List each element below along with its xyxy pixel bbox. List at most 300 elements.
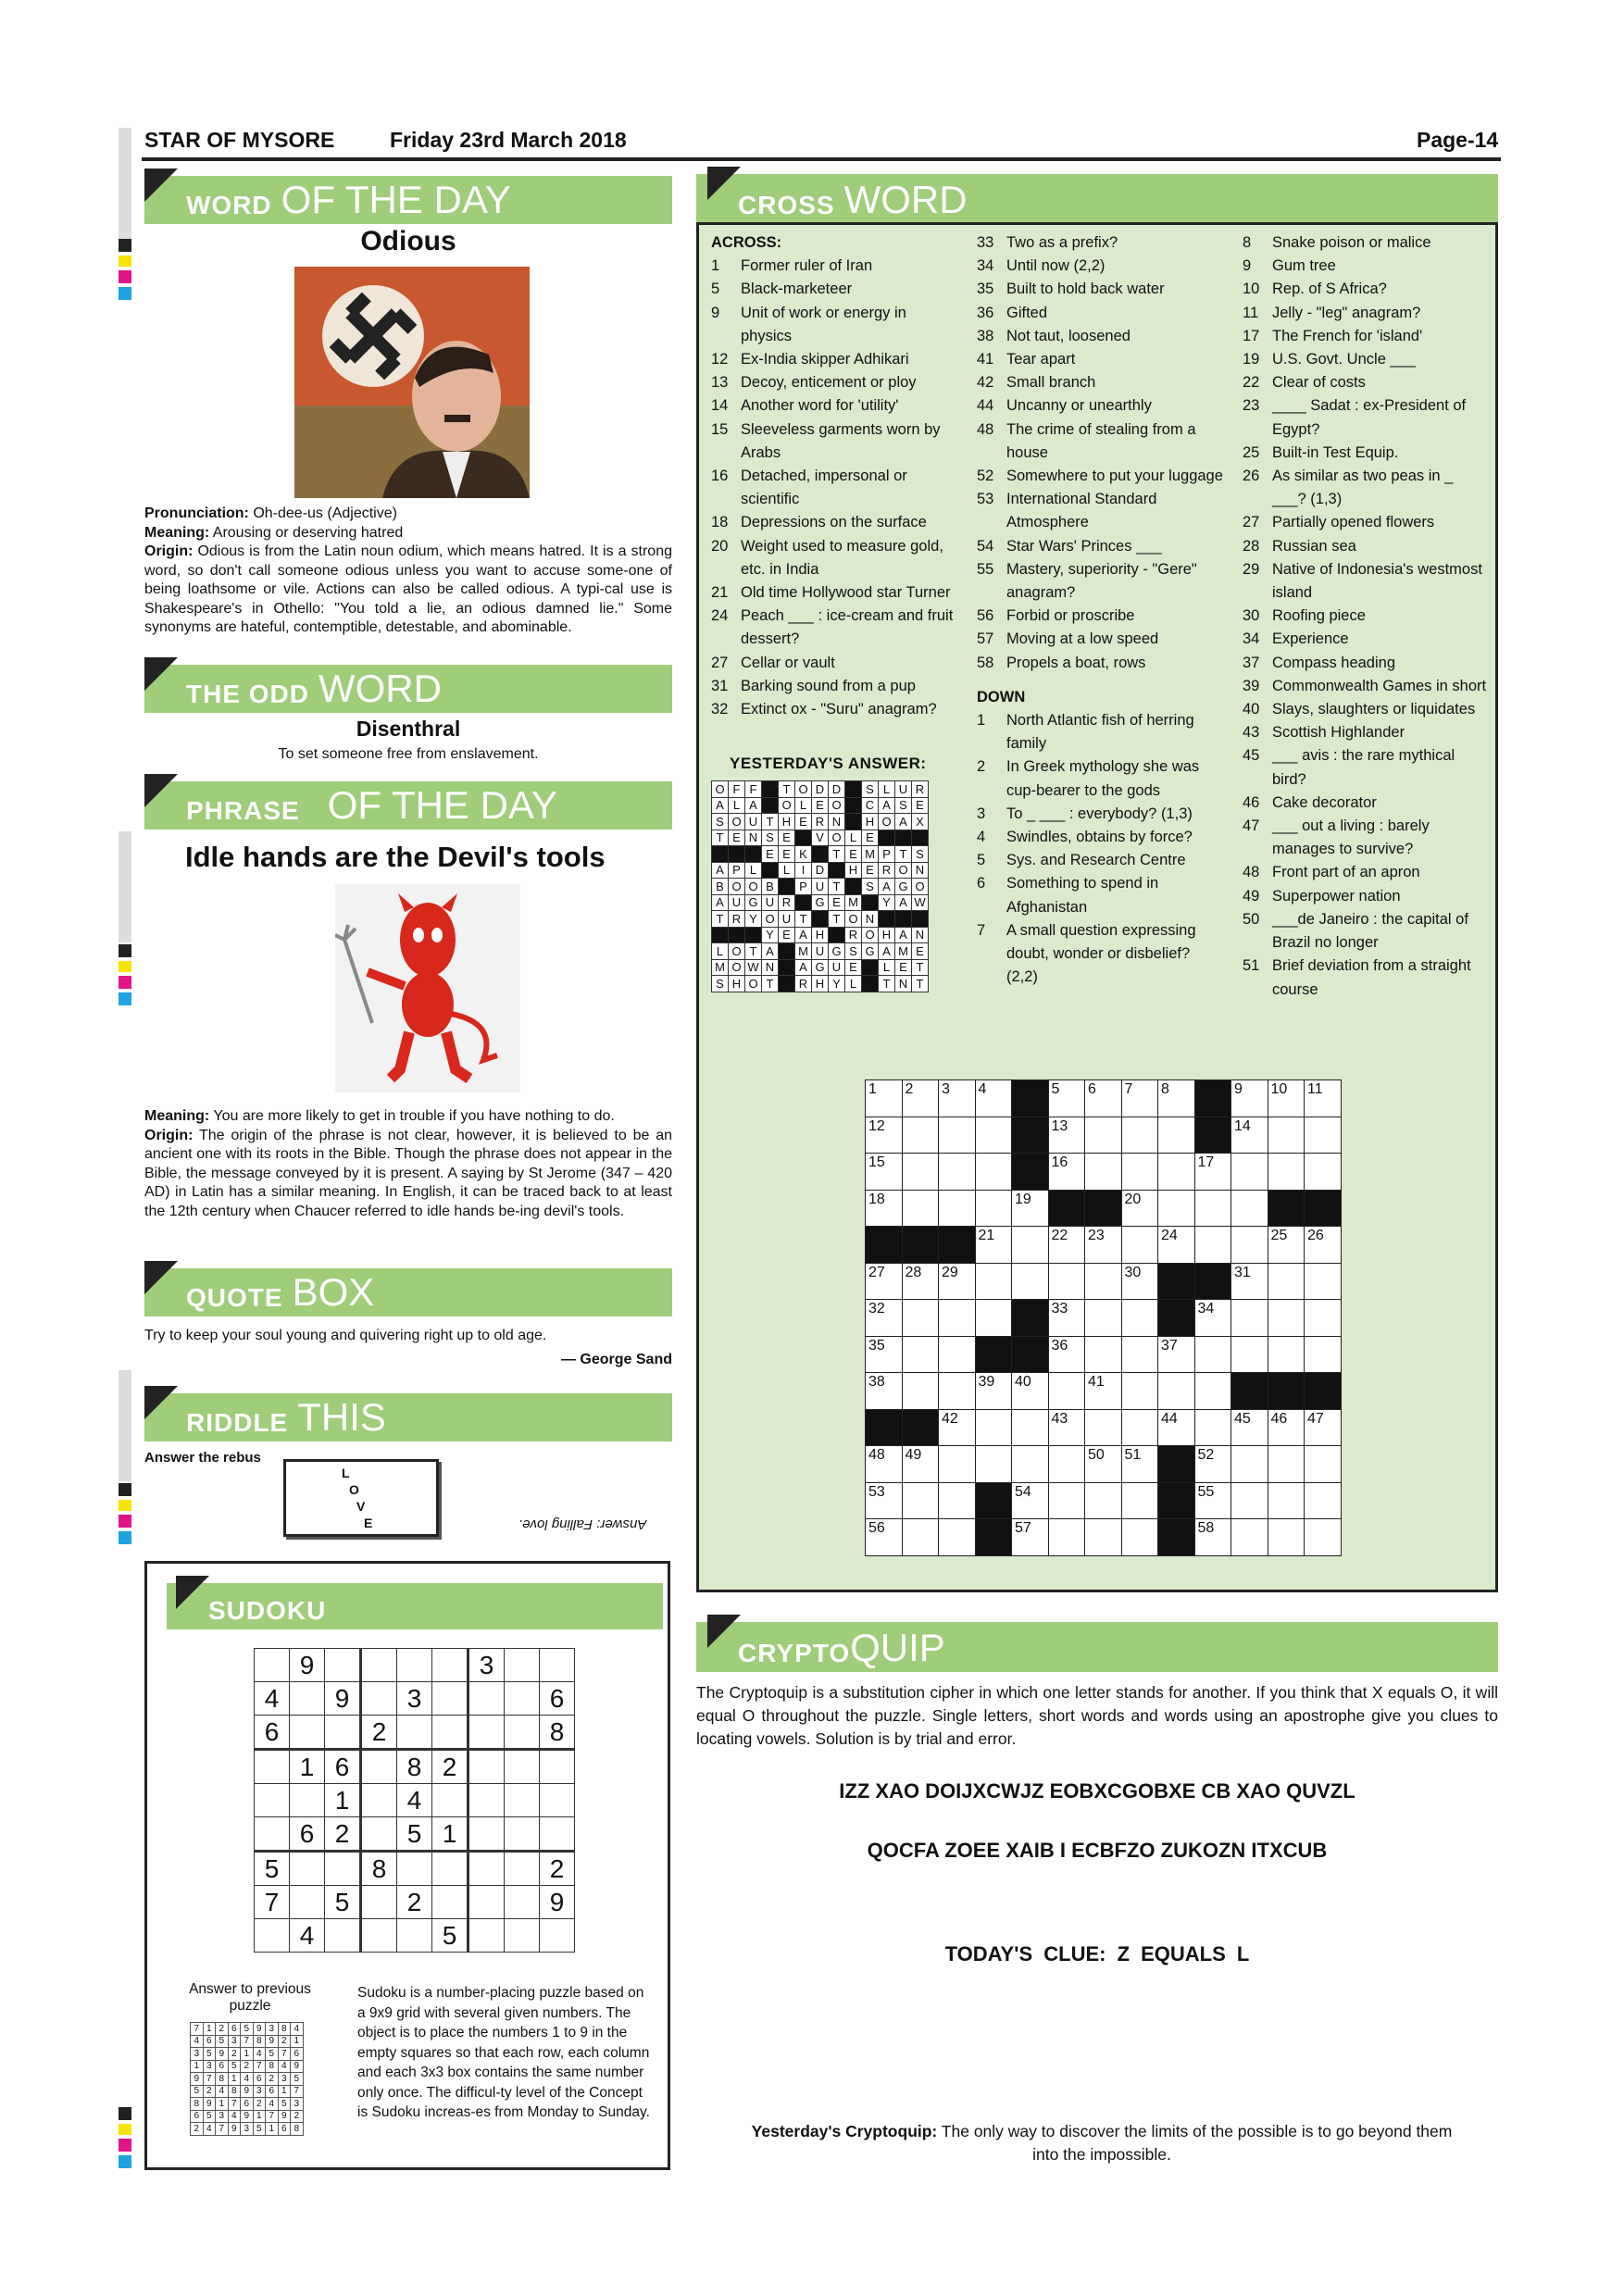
crossword-cell[interactable]	[975, 1409, 1012, 1446]
sudoku-cell[interactable]	[505, 1649, 540, 1682]
crossword-cell[interactable]	[1048, 1154, 1085, 1191]
crossword-cell[interactable]	[1048, 1446, 1085, 1483]
clue-item	[711, 418, 959, 465]
crossword-cell[interactable]	[1268, 1227, 1305, 1264]
sudoku-cell[interactable]	[255, 1649, 290, 1682]
crossword-cell[interactable]	[1085, 1409, 1122, 1446]
cell-number: 58	[1197, 1520, 1215, 1536]
crossword-cell[interactable]	[939, 1446, 976, 1483]
crossword-cell[interactable]	[1231, 1482, 1268, 1519]
crossword-cell[interactable]	[1268, 1117, 1305, 1154]
sudoku-cell[interactable]: 4	[290, 1919, 325, 1953]
crossword-cell[interactable]	[1121, 1519, 1158, 1556]
crossword-cell[interactable]	[1305, 1227, 1342, 1264]
crossword-cell[interactable]	[939, 1117, 976, 1154]
crossword-cell[interactable]	[1048, 1080, 1085, 1117]
clue-text: Compass heading	[1272, 654, 1395, 671]
cell-number: 6	[1088, 1081, 1096, 1097]
crossword-cell[interactable]	[1012, 1482, 1049, 1519]
cell-number: 45	[1234, 1410, 1251, 1427]
clue-number: 46	[1243, 793, 1260, 811]
clue-text: Gifted	[1006, 304, 1048, 321]
crossword-cell[interactable]	[902, 1154, 939, 1191]
crossword-cell[interactable]	[1194, 1300, 1231, 1337]
corner-mark	[144, 168, 178, 202]
crossword-cell[interactable]	[1305, 1482, 1342, 1519]
banner-small: SUDOKU	[208, 1596, 327, 1625]
crossword-cell[interactable]	[975, 1117, 1012, 1154]
sudoku-cell[interactable]	[505, 1886, 540, 1919]
clue-text: Front part of an apron	[1272, 864, 1420, 881]
crossword-cell[interactable]	[1158, 1154, 1195, 1191]
sudoku-cell[interactable]	[540, 1784, 575, 1817]
sudoku-cell[interactable]	[540, 1817, 575, 1852]
crossword-cell[interactable]	[902, 1373, 939, 1410]
answer-cell: C	[862, 797, 879, 814]
sudoku-cell[interactable]: 4	[255, 1682, 290, 1716]
crossword-cell[interactable]	[1012, 1519, 1049, 1556]
crossword-cell[interactable]	[1268, 1300, 1305, 1337]
sudoku-cell[interactable]	[255, 1784, 290, 1817]
clue-text: The crime of stealing from a house	[1006, 420, 1196, 461]
crossword-cell[interactable]	[1012, 1190, 1049, 1227]
crossword-cell[interactable]	[1268, 1080, 1305, 1117]
sudoku-cell[interactable]	[255, 1817, 290, 1852]
crossword-cell[interactable]	[1268, 1154, 1305, 1191]
sudoku-cell[interactable]: 2	[540, 1852, 575, 1886]
crossword-cell[interactable]	[1268, 1482, 1305, 1519]
crossword-cell[interactable]	[902, 1446, 939, 1483]
crossword-cell[interactable]	[866, 1154, 903, 1191]
crossword-cell[interactable]	[939, 1263, 976, 1300]
sudoku-cell[interactable]	[432, 1852, 468, 1886]
sudoku-cell[interactable]	[432, 1682, 468, 1716]
sudoku-cell[interactable]: 8	[540, 1716, 575, 1750]
crossword-cell[interactable]	[1268, 1519, 1305, 1556]
sudoku-cell[interactable]: 5	[432, 1919, 468, 1953]
crossword-cell[interactable]	[939, 1519, 976, 1556]
crossword-cell[interactable]	[975, 1190, 1012, 1227]
sudoku-cell[interactable]: 7	[255, 1886, 290, 1919]
crossword-cell[interactable]	[1048, 1300, 1085, 1337]
sudoku-cell[interactable]	[255, 1750, 290, 1784]
crossword-cell[interactable]	[1231, 1117, 1268, 1154]
answer-cell: U	[779, 911, 795, 928]
answer-cell: R	[779, 894, 795, 911]
sudoku-cell[interactable]	[361, 1886, 397, 1919]
sudoku-cell[interactable]: 5	[397, 1817, 432, 1852]
crossword-cell[interactable]	[1158, 1117, 1195, 1154]
crossword-cell[interactable]	[1305, 1336, 1342, 1373]
sudoku-cell[interactable]	[397, 1649, 432, 1682]
banner-small: CRYPTO	[738, 1639, 851, 1667]
crossword-cell[interactable]	[1194, 1336, 1231, 1373]
crossword-cell[interactable]	[866, 1300, 903, 1337]
sudoku-cell[interactable]: 4	[397, 1784, 432, 1817]
crossword-cell[interactable]	[1305, 1519, 1342, 1556]
sudoku-cell[interactable]	[505, 1750, 540, 1784]
cell-number: 46	[1270, 1410, 1288, 1427]
sudoku-cell[interactable]: 3	[397, 1682, 432, 1716]
crossword-cell[interactable]	[1048, 1227, 1085, 1264]
crossword-cell[interactable]	[975, 1373, 1012, 1410]
sudoku-cell[interactable]: 6	[540, 1682, 575, 1716]
answer-cell: R	[879, 862, 895, 879]
crossword-cell[interactable]	[866, 1080, 903, 1117]
black-cell	[1158, 1263, 1195, 1300]
crossword-cell[interactable]	[1121, 1446, 1158, 1483]
crossword-cell[interactable]	[1048, 1117, 1085, 1154]
sudoku-prev-cell: 5	[203, 2110, 216, 2123]
answer-cell: L	[795, 797, 812, 814]
crossword-cell[interactable]	[866, 1482, 903, 1519]
crossword-cell[interactable]	[1085, 1482, 1122, 1519]
sudoku-cell[interactable]	[468, 1817, 505, 1852]
clue-number: 56	[977, 607, 994, 625]
answer-cell: E	[779, 927, 795, 943]
crossword-cell[interactable]	[902, 1190, 939, 1227]
crossword-cell[interactable]	[939, 1190, 976, 1227]
crossword-cell[interactable]	[866, 1190, 903, 1227]
clue-item	[977, 628, 1225, 651]
sudoku-cell[interactable]	[468, 1852, 505, 1886]
crossword-cell[interactable]	[1085, 1117, 1122, 1154]
crossword-cell[interactable]	[1085, 1263, 1122, 1300]
answer-cell: O	[912, 879, 929, 895]
crossword-cell[interactable]	[1121, 1482, 1158, 1519]
sudoku-cell[interactable]	[505, 1784, 540, 1817]
crossword-cell[interactable]	[1121, 1409, 1158, 1446]
corner-mark	[144, 1261, 178, 1294]
crossword-cell[interactable]	[1085, 1080, 1122, 1117]
crossword-cell[interactable]	[902, 1482, 939, 1519]
crossword-cell[interactable]	[1305, 1263, 1342, 1300]
sudoku-cell[interactable]	[432, 1649, 468, 1682]
crossword-cell[interactable]	[1012, 1409, 1049, 1446]
answer-cell: H	[779, 814, 795, 830]
sudoku-cell[interactable]	[505, 1716, 540, 1750]
clue-text: Until now (2,2)	[1006, 257, 1106, 275]
crossword-cell[interactable]	[939, 1080, 976, 1117]
crossword-cell[interactable]	[1085, 1336, 1122, 1373]
sudoku-cell[interactable]	[505, 1852, 540, 1886]
crossword-cell[interactable]	[1048, 1519, 1085, 1556]
crossword-cell[interactable]	[1121, 1154, 1158, 1191]
sudoku-cell[interactable]	[540, 1919, 575, 1953]
crossword-cell[interactable]	[866, 1263, 903, 1300]
sudoku-cell[interactable]	[397, 1919, 432, 1953]
crossword-cell[interactable]	[866, 1519, 903, 1556]
crossword-cell[interactable]	[1085, 1373, 1122, 1410]
sudoku-cell[interactable]: 2	[361, 1716, 397, 1750]
sudoku-cell[interactable]: 9	[540, 1886, 575, 1919]
crossword-cell[interactable]	[939, 1482, 976, 1519]
answer-cell: P	[879, 846, 895, 863]
crossword-cell[interactable]	[1194, 1227, 1231, 1264]
sudoku-cell[interactable]	[432, 1716, 468, 1750]
answer-cell: E	[729, 830, 745, 846]
crossword-cell[interactable]	[902, 1300, 939, 1337]
crossword-cell[interactable]	[939, 1154, 976, 1191]
crossword-cell[interactable]	[939, 1373, 976, 1410]
crossword-cell[interactable]	[1121, 1190, 1158, 1227]
crossword-cell[interactable]	[1085, 1519, 1122, 1556]
sudoku-cell[interactable]: 2	[432, 1750, 468, 1784]
sudoku-cell[interactable]: 8	[361, 1852, 397, 1886]
cell-number: 9	[1234, 1081, 1243, 1097]
cell-number: 16	[1051, 1154, 1068, 1170]
sudoku-prev-cell: 5	[241, 2023, 254, 2036]
crossword-cell[interactable]	[939, 1300, 976, 1337]
print-mark-black	[119, 1483, 131, 1496]
answer-cell: L	[879, 781, 895, 798]
crossword-cell[interactable]	[1012, 1373, 1049, 1410]
crossword-cell[interactable]	[939, 1409, 976, 1446]
sudoku-cell[interactable]: 5	[255, 1852, 290, 1886]
crossword-cell[interactable]	[1121, 1300, 1158, 1337]
sudoku-cell[interactable]: 1	[432, 1817, 468, 1852]
sudoku-cell[interactable]	[325, 1649, 361, 1682]
banner-large: THIS	[297, 1395, 386, 1439]
answer-cell: A	[795, 959, 812, 976]
crossword-cell[interactable]	[1231, 1300, 1268, 1337]
black-cell	[1012, 1154, 1049, 1191]
crossword-cell[interactable]	[1121, 1263, 1158, 1300]
crossword-cell[interactable]	[866, 1336, 903, 1373]
answer-cell: O	[795, 781, 812, 798]
sudoku-prev-cell: 4	[241, 2073, 254, 2086]
answer-cell: O	[779, 797, 795, 814]
crossword-cell[interactable]	[1305, 1409, 1342, 1446]
sudoku-cell[interactable]: 6	[290, 1817, 325, 1852]
sudoku-prev-cell: 5	[278, 2098, 291, 2111]
cell-number: 53	[868, 1483, 885, 1500]
clue-item	[1243, 675, 1491, 698]
crossword-cell[interactable]	[975, 1446, 1012, 1483]
crossword-cell[interactable]	[1048, 1263, 1085, 1300]
sudoku-cell[interactable]	[397, 1716, 432, 1750]
crossword-cell[interactable]	[1085, 1300, 1122, 1337]
crossword-cell[interactable]	[1012, 1227, 1049, 1264]
clue-item	[711, 652, 959, 675]
sudoku-cell[interactable]	[325, 1919, 361, 1953]
sudoku-cell[interactable]: 6	[255, 1716, 290, 1750]
crossword-cell[interactable]	[1231, 1154, 1268, 1191]
clue-item	[1243, 815, 1491, 861]
sudoku-cell[interactable]: 1	[290, 1750, 325, 1784]
clue-number: 40	[1243, 701, 1260, 718]
sudoku-cell[interactable]	[468, 1886, 505, 1919]
answer-cell: Y	[879, 894, 895, 911]
crossword-cell[interactable]	[1268, 1409, 1305, 1446]
sudoku-prev-cell: 2	[241, 2060, 254, 2073]
crossword-cell[interactable]	[1048, 1409, 1085, 1446]
crossword-cell[interactable]	[902, 1080, 939, 1117]
clue-number: 42	[977, 374, 994, 392]
crossword-cell[interactable]	[1158, 1227, 1195, 1264]
sudoku-cell[interactable]: 3	[468, 1649, 505, 1682]
crossword-cell[interactable]	[975, 1080, 1012, 1117]
clue-number: 52	[977, 468, 994, 485]
crossword-cell[interactable]	[1121, 1227, 1158, 1264]
black-cell	[895, 830, 912, 846]
sudoku-cell[interactable]	[468, 1682, 505, 1716]
clue-item	[1243, 442, 1491, 465]
crossword-cell[interactable]	[1194, 1373, 1231, 1410]
crossword-cell[interactable]	[1305, 1300, 1342, 1337]
crossword-cell[interactable]	[1048, 1373, 1085, 1410]
crossword-cell[interactable]	[1085, 1154, 1122, 1191]
sudoku-cell[interactable]: 5	[325, 1886, 361, 1919]
crossword-cell[interactable]	[1268, 1263, 1305, 1300]
crossword-cell[interactable]	[1121, 1080, 1158, 1117]
crossword-cell[interactable]	[866, 1373, 903, 1410]
sudoku-cell[interactable]: 6	[325, 1750, 361, 1784]
crossword-cell[interactable]	[1194, 1446, 1231, 1483]
print-mark-magenta	[119, 2139, 131, 2152]
crossword-cell[interactable]	[1121, 1373, 1158, 1410]
clue-text: Slays, slaughters or liquidates	[1272, 701, 1476, 718]
crossword-cell[interactable]	[1268, 1446, 1305, 1483]
sudoku-cell[interactable]	[505, 1919, 540, 1953]
crossword-cell[interactable]	[1158, 1409, 1195, 1446]
sudoku-cell[interactable]	[361, 1682, 397, 1716]
sudoku-cell[interactable]	[540, 1750, 575, 1784]
crossword-cell[interactable]	[1231, 1227, 1268, 1264]
answer-cell: Y	[762, 927, 779, 943]
sudoku-cell[interactable]: 2	[397, 1886, 432, 1919]
sudoku-cell[interactable]	[468, 1784, 505, 1817]
sudoku-cell[interactable]	[325, 1716, 361, 1750]
crossword-cell[interactable]	[1121, 1336, 1158, 1373]
crossword-cell[interactable]	[866, 1117, 903, 1154]
crossword-cell[interactable]	[1121, 1117, 1158, 1154]
crossword-cell[interactable]	[1231, 1263, 1268, 1300]
sudoku-cell[interactable]: 1	[325, 1784, 361, 1817]
crossword-cell[interactable]	[975, 1154, 1012, 1191]
crossword-cell[interactable]	[975, 1300, 1012, 1337]
crossword-cell[interactable]	[1194, 1190, 1231, 1227]
crossword-cell[interactable]	[1194, 1519, 1231, 1556]
crossword-cell[interactable]	[1231, 1409, 1268, 1446]
sudoku-cell[interactable]	[432, 1886, 468, 1919]
crossword-cell[interactable]	[939, 1336, 976, 1373]
crossword-cell[interactable]	[902, 1263, 939, 1300]
meaning: Meaning: Arousing or deserving hatred	[144, 524, 404, 541]
sudoku-cell[interactable]	[397, 1852, 432, 1886]
sudoku-cell[interactable]	[468, 1750, 505, 1784]
crossword-cell[interactable]	[1194, 1154, 1231, 1191]
crossword-cell[interactable]	[1194, 1409, 1231, 1446]
sudoku-prev-cell: 3	[216, 2110, 229, 2123]
clue-text: Small branch	[1006, 374, 1096, 392]
answer-cell: T	[795, 911, 812, 928]
crossword-cell[interactable]	[1305, 1117, 1342, 1154]
answer-cell: N	[745, 830, 762, 846]
clue-text: North Atlantic fish of herring family	[1006, 712, 1194, 753]
cell-number: 56	[868, 1520, 885, 1536]
sudoku-cell[interactable]: 9	[290, 1649, 325, 1682]
sudoku-cell[interactable]	[361, 1817, 397, 1852]
corner-mark	[144, 1386, 178, 1419]
sudoku-cell[interactable]	[361, 1919, 397, 1953]
sudoku-grid[interactable]	[254, 1648, 575, 1953]
sudoku-cell[interactable]	[290, 1716, 325, 1750]
crossword-cell[interactable]	[1085, 1227, 1122, 1264]
sudoku-cell[interactable]	[361, 1784, 397, 1817]
crossword-cell[interactable]	[1085, 1446, 1122, 1483]
crossword-cell[interactable]	[1231, 1336, 1268, 1373]
crossword-cell[interactable]	[1194, 1482, 1231, 1519]
sudoku-cell[interactable]	[468, 1716, 505, 1750]
clue-item	[977, 849, 1225, 872]
answer-cell: H	[845, 862, 862, 879]
crossword-cell[interactable]	[1048, 1336, 1085, 1373]
crossword-cell[interactable]	[1158, 1373, 1195, 1410]
sudoku-cell[interactable]	[361, 1750, 397, 1784]
crossword-cell[interactable]	[1268, 1336, 1305, 1373]
crossword-cell[interactable]	[1305, 1080, 1342, 1117]
black-cell	[762, 797, 779, 814]
sudoku-cell[interactable]	[432, 1784, 468, 1817]
crossword-cell[interactable]	[1231, 1519, 1268, 1556]
sudoku-cell[interactable]	[290, 1886, 325, 1919]
cell-number: 34	[1197, 1301, 1215, 1316]
clue-number: 45	[1243, 747, 1260, 765]
clue-item	[1243, 535, 1491, 558]
sudoku-cell[interactable]	[468, 1919, 505, 1953]
sudoku-cell[interactable]	[505, 1817, 540, 1852]
clue-item	[1243, 231, 1491, 255]
sudoku-cell[interactable]	[290, 1682, 325, 1716]
crossword-cell[interactable]	[1048, 1482, 1085, 1519]
sudoku-cell[interactable]	[361, 1649, 397, 1682]
clue-item	[1243, 861, 1491, 884]
crossword-cell[interactable]	[1012, 1263, 1049, 1300]
sudoku-cell[interactable]	[325, 1852, 361, 1886]
clue-text: Partially opened flowers	[1272, 514, 1435, 531]
sudoku-cell[interactable]	[290, 1852, 325, 1886]
crossword-cell[interactable]	[975, 1227, 1012, 1264]
crossword-grid[interactable]	[865, 1079, 1342, 1556]
crossword-cell[interactable]	[866, 1446, 903, 1483]
sudoku-cell[interactable]	[505, 1682, 540, 1716]
crossword-cell[interactable]	[1158, 1080, 1195, 1117]
sudoku-prev-cell: 3	[266, 2023, 279, 2036]
crossword-cell[interactable]	[902, 1336, 939, 1373]
crossword-cell[interactable]	[1158, 1190, 1195, 1227]
crossword-cell[interactable]	[1158, 1336, 1195, 1373]
crossword-cell[interactable]	[1305, 1154, 1342, 1191]
cell-number: 30	[1124, 1264, 1142, 1280]
print-mark-black	[119, 239, 131, 252]
crossword-cell[interactable]	[902, 1519, 939, 1556]
crossword-cell[interactable]	[902, 1117, 939, 1154]
sudoku-cell[interactable]	[255, 1919, 290, 1953]
crossword-cell[interactable]	[1305, 1446, 1342, 1483]
clue-item	[977, 709, 1225, 755]
crossword-cell[interactable]	[1012, 1446, 1049, 1483]
crossword-cell[interactable]	[975, 1263, 1012, 1300]
sudoku-cell[interactable]: 9	[325, 1682, 361, 1716]
sudoku-cell[interactable]: 2	[325, 1817, 361, 1852]
sudoku-cell[interactable]: 8	[397, 1750, 432, 1784]
crossword-cell[interactable]	[1231, 1190, 1268, 1227]
sudoku-cell[interactable]	[290, 1784, 325, 1817]
crossword-cell[interactable]	[1231, 1446, 1268, 1483]
sudoku-cell[interactable]	[540, 1649, 575, 1682]
crossword-cell[interactable]	[1231, 1080, 1268, 1117]
